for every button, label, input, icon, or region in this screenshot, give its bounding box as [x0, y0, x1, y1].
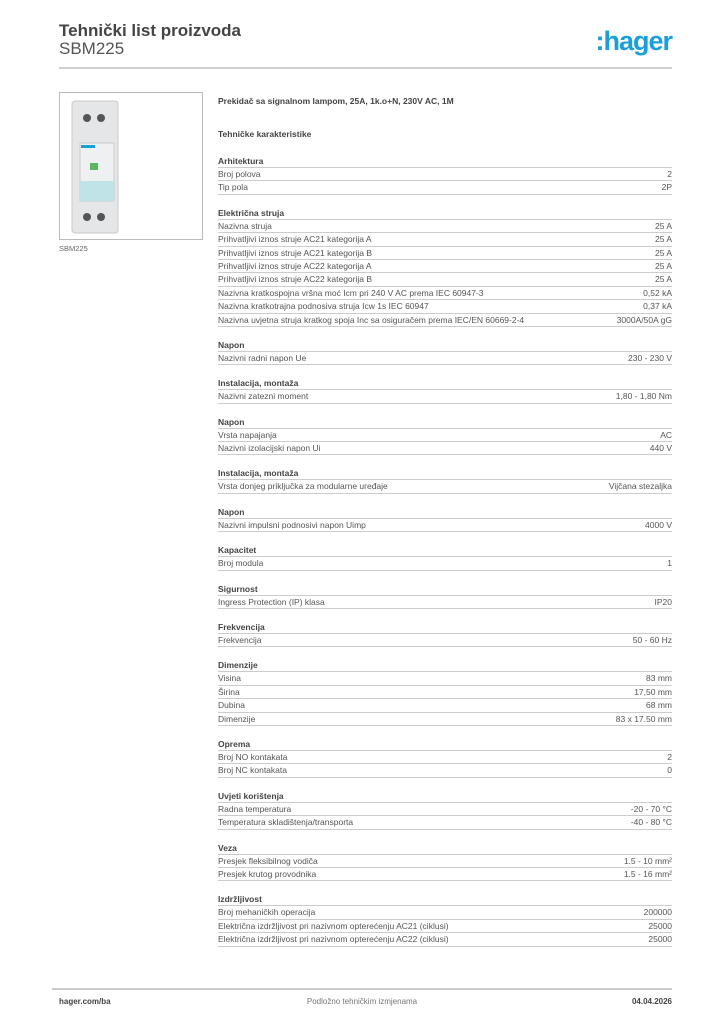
section-heading: Oprema: [218, 738, 672, 751]
spec-value: 1.5 - 16 mm²: [623, 868, 672, 879]
spec-section: [218, 339, 672, 365]
spec-value: 25 A: [654, 274, 672, 285]
spec-row: [218, 557, 672, 570]
spec-label: Širina: [218, 686, 240, 697]
spec-row: [218, 920, 672, 933]
section-heading: Uvjeti korištenja: [218, 790, 672, 803]
spec-section: [218, 207, 672, 327]
footer-website[interactable]: hager.com/ba: [59, 997, 111, 1006]
spec-section: [218, 583, 672, 609]
section-heading: Izdržljivost: [218, 893, 672, 906]
spec-label: Nazivni impulsni podnosivi napon Uimp: [218, 519, 366, 530]
spec-value: 2: [667, 169, 672, 179]
footer-date: 04.04.2026: [631, 997, 672, 1006]
spec-value: 440 V: [649, 443, 672, 454]
spec-row: [218, 168, 672, 181]
spec-section: [218, 155, 672, 195]
section-heading: Napon: [218, 506, 672, 519]
spec-value: 1.5 - 10 mm²: [623, 855, 672, 866]
section-heading: Arhitektura: [218, 155, 672, 168]
spec-label: Broj NO kontakata: [218, 751, 288, 762]
spec-value: 3000A/50A gG: [616, 314, 672, 325]
spec-label: Nazivni zatezni moment: [218, 391, 309, 402]
spec-value: 200000: [643, 907, 672, 918]
spec-label: Električna izdržljivost pri nazivnom opterećenju AC22 (ciklusi): [218, 934, 449, 945]
spec-value: 0,37 kA: [643, 301, 672, 312]
section-heading: Instalacija, montaža: [218, 377, 672, 390]
spec-label: Frekvencija: [218, 635, 262, 646]
spec-value: AC: [660, 429, 672, 440]
spec-label: Broj polova: [218, 169, 261, 179]
product-description: Prekidač sa signalnom lampom, 25A, 1k.o+N, 230V AC, 1M: [218, 96, 454, 106]
section-heading: Kapacitet: [218, 544, 672, 557]
image-caption: SBM225: [59, 244, 88, 253]
spec-row: [218, 233, 672, 246]
spec-value: 1: [667, 558, 672, 569]
spec-row: [218, 686, 672, 699]
spec-value: 25 A: [654, 247, 672, 258]
spec-value: IP20: [654, 596, 672, 607]
spec-row: [218, 390, 672, 403]
spec-value: 25000: [648, 920, 672, 931]
footer-divider: [52, 988, 672, 990]
spec-label: Visina: [218, 673, 241, 684]
spec-value: 25 A: [654, 234, 672, 245]
spec-row: [218, 519, 672, 532]
section-heading: Dimenzije: [218, 659, 672, 672]
spec-row: [218, 596, 672, 609]
footer-note: Podložno tehničkim izmjenama: [306, 997, 418, 1006]
spec-row: [218, 480, 672, 493]
spec-content: [218, 96, 672, 947]
spec-row: [218, 442, 672, 455]
spec-row: [218, 247, 672, 260]
spec-value: 230 - 230 V: [628, 352, 672, 363]
spec-section: [218, 790, 672, 830]
spec-row: [218, 699, 672, 712]
spec-value: 25 A: [654, 260, 672, 271]
spec-label: Nazivni radni napon Ue: [218, 352, 307, 363]
spec-label: Vrsta donjeg priključka za modularne uređaje: [218, 481, 388, 492]
divider: [59, 67, 672, 69]
spec-value: 17,50 mm: [634, 686, 672, 697]
spec-section: [218, 738, 672, 778]
spec-label: Prihvatljivi iznos struje AC21 kategorija A: [218, 234, 372, 245]
spec-value: 68 mm: [646, 700, 672, 711]
spec-label: Nazivna uvjetna struja kratkog spoja Inc sa osiguračem prema IEC/EN 60669-2-4: [218, 314, 525, 325]
spec-section: [218, 416, 672, 456]
spec-label: Broj mehaničkih operacija: [218, 907, 316, 918]
spec-row: [218, 352, 672, 365]
spec-row: [218, 273, 672, 286]
spec-section: [218, 544, 672, 570]
spec-value: 0: [667, 765, 672, 776]
spec-row: [218, 933, 672, 946]
section-heading: Električna struja: [218, 207, 672, 220]
page-title: Tehnički list proizvoda: [59, 21, 241, 40]
spec-value: 83 mm: [646, 673, 672, 684]
spec-section: [218, 621, 672, 647]
spec-label: Prihvatljivi iznos struje AC22 kategorija B: [218, 274, 373, 285]
section-heading: Instalacija, montaža: [218, 467, 672, 480]
hager-logo: :hager: [595, 26, 672, 56]
spec-row: [218, 429, 672, 442]
spec-value: 25 A: [654, 220, 672, 231]
spec-row: [218, 287, 672, 300]
spec-label: Prihvatljivi iznos struje AC22 kategorija A: [218, 260, 372, 271]
spec-value: -40 - 80 °C: [630, 817, 672, 828]
spec-row: [218, 181, 672, 194]
spec-row: [218, 816, 672, 829]
product-code: SBM225: [59, 39, 125, 58]
spec-row: [218, 314, 672, 327]
spec-label: Ingress Protection (IP) klasa: [218, 596, 325, 607]
spec-value: 50 - 60 Hz: [632, 635, 672, 646]
spec-row: [218, 300, 672, 313]
section-title: Tehničke karakteristike: [218, 129, 312, 139]
spec-row: [218, 634, 672, 647]
section-heading: Frekvencija: [218, 621, 672, 634]
product-image: [59, 92, 203, 240]
section-heading: Veza: [218, 842, 672, 855]
spec-label: Dubina: [218, 700, 245, 711]
spec-label: Nazivna kratkotrajna podnosiva struja Icw 1s IEC 60947: [218, 301, 429, 312]
spec-value: 2: [667, 751, 672, 762]
spec-label: Broj modula: [218, 558, 264, 569]
spec-section: [218, 467, 672, 493]
spec-label: Broj NC kontakata: [218, 765, 287, 776]
spec-value: 4000 V: [645, 519, 672, 530]
spec-section: [218, 377, 672, 403]
spec-label: Presjek krutog provodnika: [218, 868, 317, 879]
spec-label: Vrsta napajanja: [218, 429, 277, 440]
spec-value: 2P: [661, 182, 672, 193]
spec-row: [218, 906, 672, 919]
spec-section: [218, 506, 672, 532]
spec-section: [218, 659, 672, 726]
spec-value: -20 - 70 °C: [630, 803, 672, 814]
spec-row: [218, 713, 672, 726]
section-heading: Napon: [218, 416, 672, 429]
spec-label: Nazivni izolacijski napon Ui: [218, 443, 321, 454]
spec-label: Prihvatljivi iznos struje AC21 kategorija B: [218, 247, 373, 258]
spec-row: [218, 855, 672, 868]
spec-section: [218, 893, 672, 946]
spec-label: Radna temperatura: [218, 803, 292, 814]
spec-row: [218, 803, 672, 816]
spec-label: Nazivna struja: [218, 220, 272, 231]
spec-label: Presjek fleksibilnog vodiča: [218, 855, 318, 866]
spec-row: [218, 764, 672, 777]
spec-value: 0,52 kA: [643, 287, 672, 298]
spec-row: [218, 260, 672, 273]
spec-row: [218, 220, 672, 233]
spec-value: Vijčana stezaljka: [608, 481, 672, 492]
spec-label: Dimenzije: [218, 713, 256, 724]
spec-label: Temperatura skladištenja/transporta: [218, 817, 354, 828]
section-heading: Napon: [218, 339, 672, 352]
section-heading: Sigurnost: [218, 583, 672, 596]
spec-label: Tip pola: [218, 182, 248, 193]
spec-row: [218, 751, 672, 764]
spec-value: 1,80 - 1,80 Nm: [615, 391, 672, 402]
spec-label: Nazivna kratkospojna vršna moć Icm pri 240 V AC prema IEC 60947-3: [218, 287, 484, 298]
spec-value: 25000: [648, 934, 672, 945]
spec-value: 83 x 17.50 mm: [615, 713, 672, 724]
spec-row: [218, 868, 672, 881]
spec-label: Električna izdržljivost pri nazivnom opterećenju AC21 (ciklusi): [218, 920, 449, 931]
spec-row: [218, 672, 672, 685]
spec-section: [218, 842, 672, 882]
